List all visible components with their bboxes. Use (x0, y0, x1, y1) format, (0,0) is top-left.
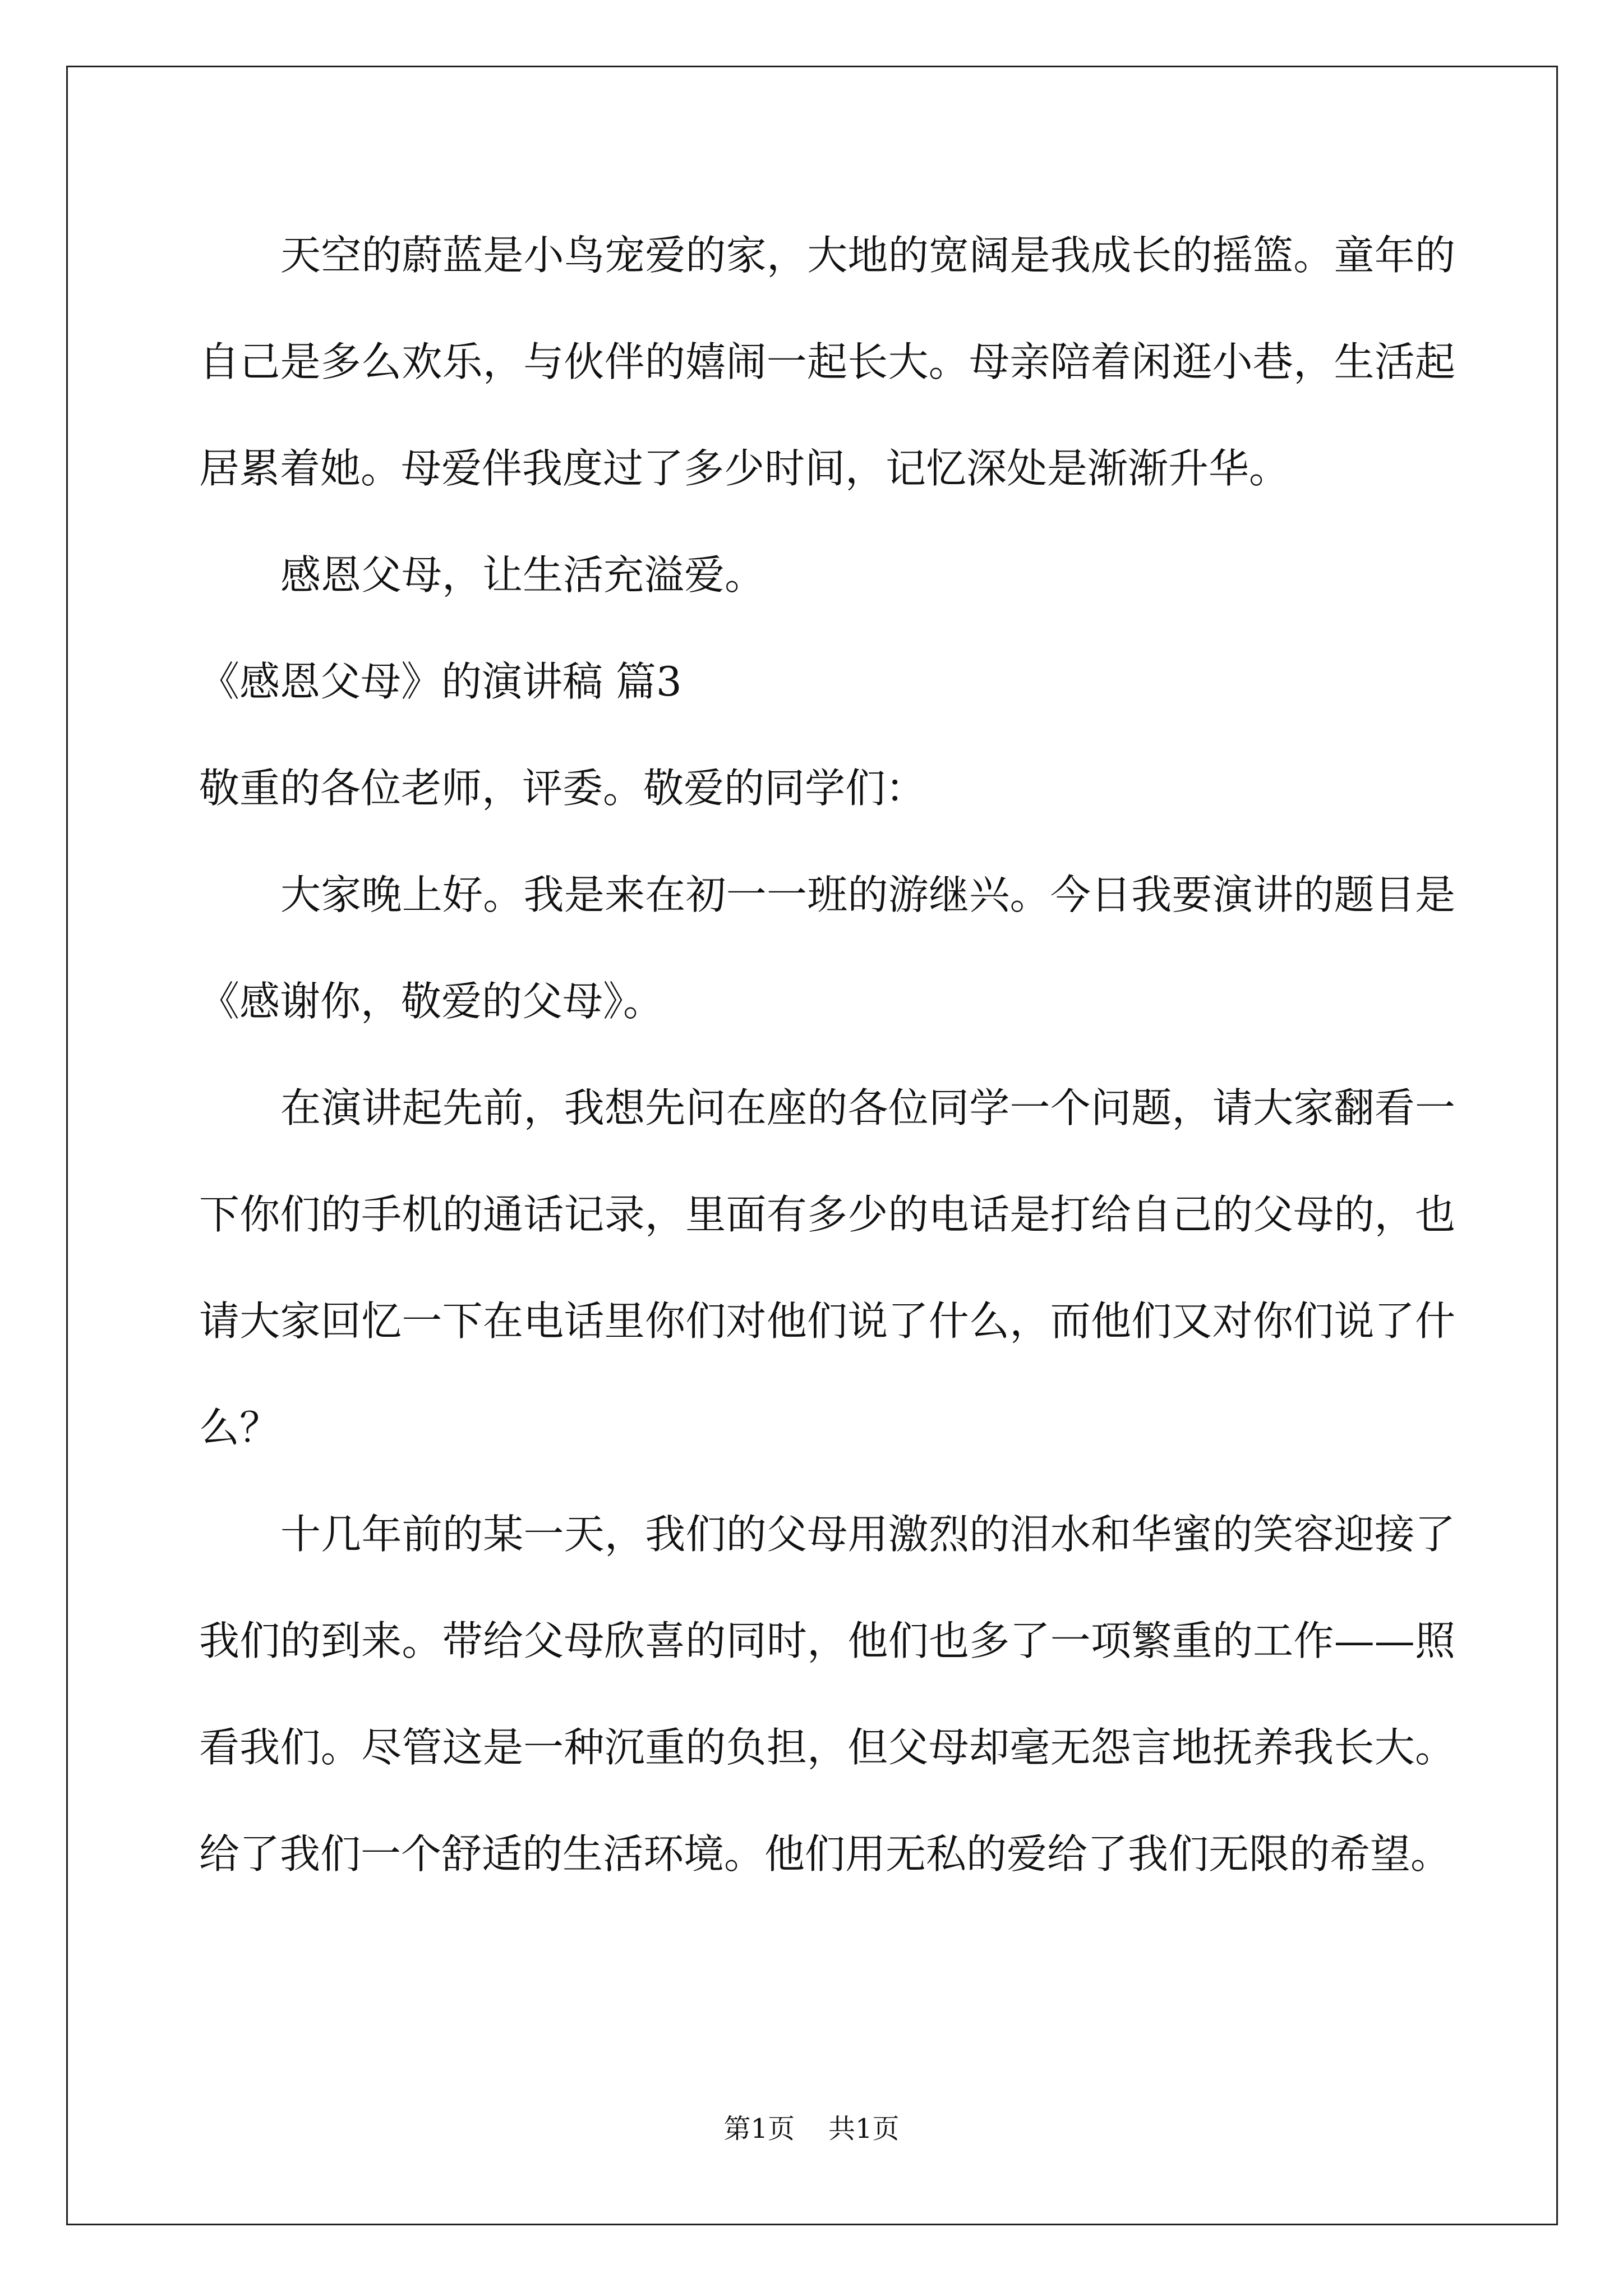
salutation: 敬重的各位老师，评委。敬爱的同学们： (199, 765, 926, 812)
section-heading: 《感恩父母》的演讲稿 篇3 (199, 658, 682, 705)
document-body (199, 202, 1455, 1907)
page-number-total: 共1页 (828, 2113, 900, 2145)
paragraph-1: 天空的蔚蓝是小鸟宠爱的家，大地的宽阔是我成长的摇篮。童年的自己是多么欢乐，与伙伴的嬉闹一起长大。母亲陪着闲逛小巷，生活起居累着她。母爱伴我度过了多少时间，记忆深处是渐渐升华。 (199, 232, 1455, 492)
page-number-current: 第1页 (723, 2113, 795, 2145)
paragraph-2: 感恩父母，让生活充溢爱。 (280, 551, 766, 599)
paragraph-3: 大家晚上好。我是来在初一一班的游继兴。今日我要演讲的题目是《感谢你，敬爱的父母》。 (199, 871, 1455, 1025)
page-footer (0, 2112, 1623, 2146)
paragraph-5: 十几年前的某一天，我们的父母用激烈的泪水和华蜜的笑容迎接了我们的到来。带给父母欣喜的同时，他们也多了一项繁重的工作——照看我们。尽管这是一种沉重的负担，但父母却毫无怨言地抚养我长大。给了我们一个舒适的生活环境。他们用无私的爱给了我们无限的希望。 (199, 1511, 1455, 1878)
paragraph-4: 在演讲起先前，我想先问在座的各位同学一个问题，请大家翻看一下你们的手机的通话记录，里面有多少的电话是打给自己的父母的，也请大家回忆一下在电话里你们对他们说了什么，而他们又对你们说了什么？ (199, 1084, 1455, 1451)
